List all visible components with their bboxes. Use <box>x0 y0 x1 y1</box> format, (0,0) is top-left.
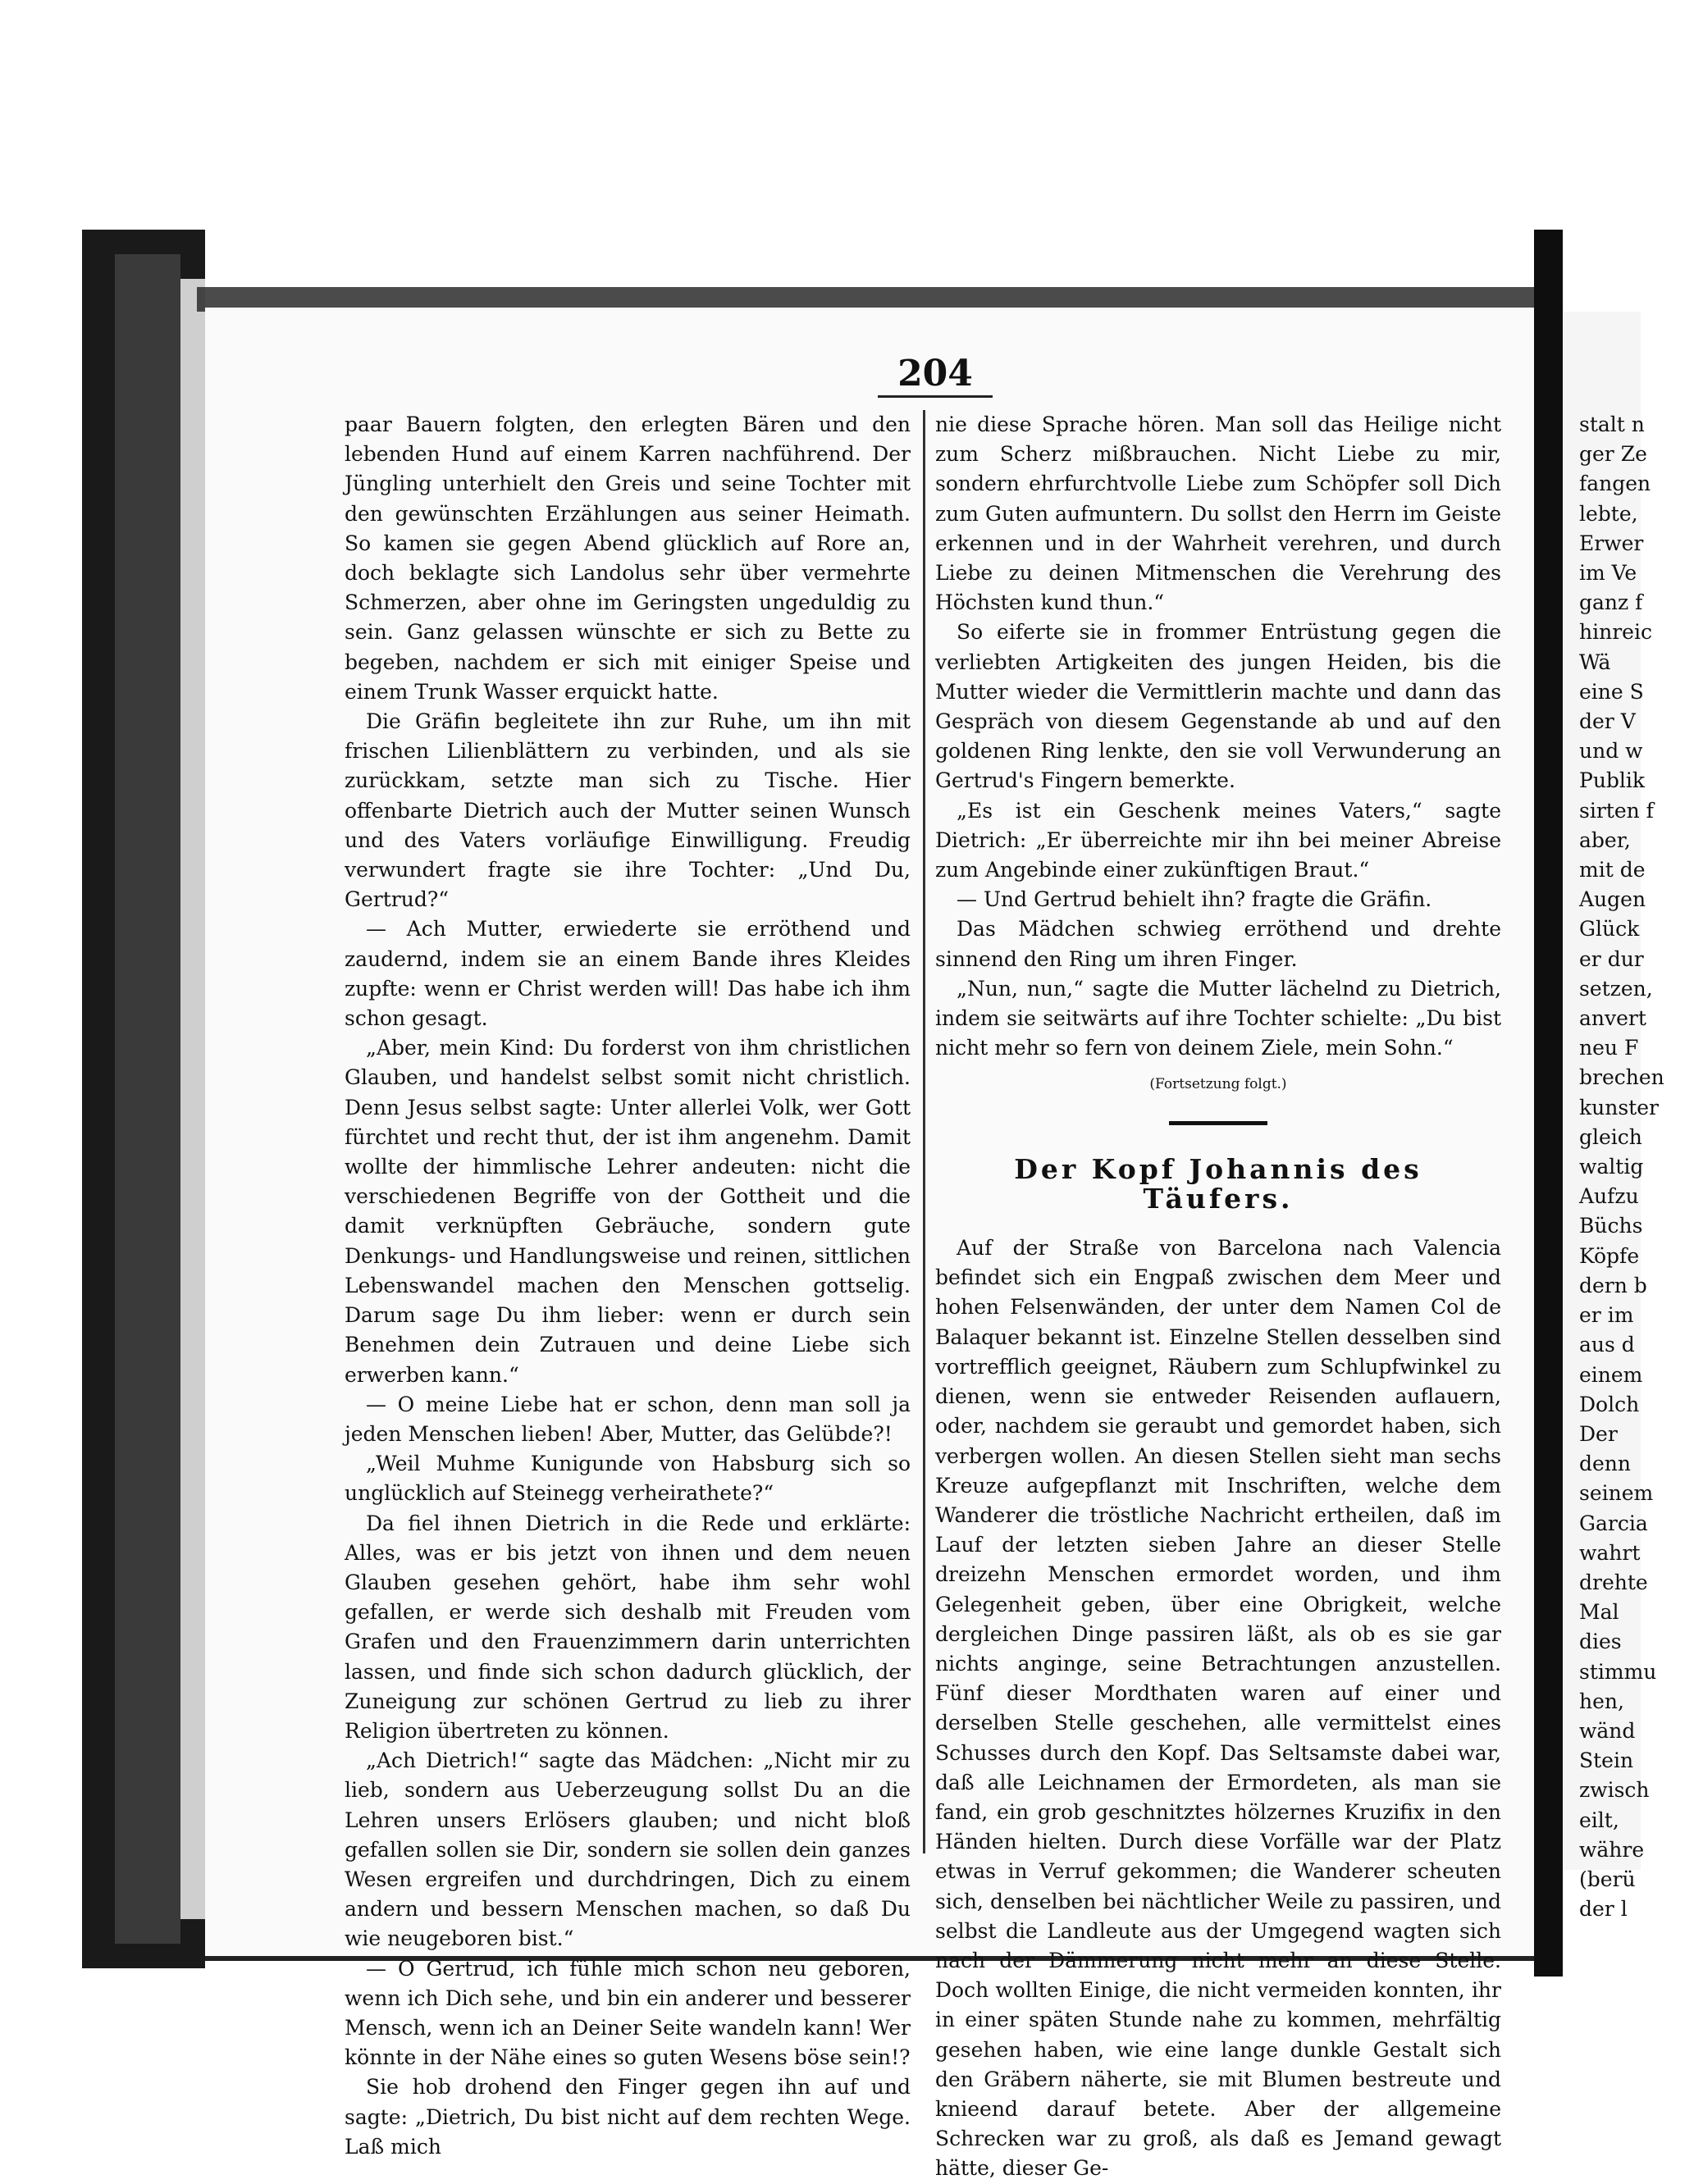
next-page-line: neu F <box>1579 1036 1639 1060</box>
page-number: 204 <box>897 353 973 394</box>
book-edge-shadow <box>115 254 180 1944</box>
book-gutter <box>1534 230 1563 1977</box>
article-paragraph: Auf der Straße von Barcelona nach Valencia befindet sich ein Engpaß zwischen dem Meer und hohen Felsenwänden, der unter dem Namen Col de Balaquer bekannt ist. Einzelne Stellen desselben sind vortrefflich geeignet, Räubern zum Schlupfwinkel zu dienen, wenn sie entweder Reisenden auflauern, oder, nachdem sie geraubt und gemordet haben, sich verbergen wollen. An diesen Stellen sieht man sechs Kreuze aufgepflanzt mit Inschriften, welche dem Wanderer die tröstliche Nachricht ertheilen, daß im Lauf der letzten sieben Jahre an dieser Stelle dreizehn Menschen ermordet worden, und ihm Gelegenheit geben, über eine Obrigkeit, welche dergleichen Dinge passiren läßt, als ob es sie gar nichts anginge, seine Betrachtungen anzustellen. Fünf dieser Mordthaten waren auf einer und derselben Stelle geschehen, alle vermittelst eines Schusses durch den Kopf. Das Seltsamste dabei war, daß alle Leichnamen der Ermordeten, als man sie fand, ein grob geschnitztes hölzernes Kruzifix in den Händen hielten. Durch diese Vorfälle war der Platz etwas in Verruf gekommen; die Wanderer scheuten sich, denselben bei nächtlicher Weile zu passiren, und selbst die Landleute aus der Umgegend wagten sich nach der Dämmerung nicht mehr an diese Stelle. Doch wollten Einige, die nicht vermeiden konnten, ihr in einer späten Stunde nahe zu kommen, mehrfältig gesehen haben, wie eine lange dunkle Gestalt sich den Gräbern näherte, sie mit Blumen bestreute und knieend darauf betete. Aber der allgemeine Schrecken war zu groß, als daß es Jemand gewagt hätte, dieser Ge- <box>935 1236 1501 2181</box>
paragraph: Da fiel ihnen Dietrich in die Rede und erklärte: Alles, was er bis jetzt von ihnen und dem neuen Glauben gesehen gehört, habe ihm sehr wohl gefallen, er werde sich deshalb mit Freuden vom Grafen und den Frauenzimmern darin unterrichten lassen, und finde sich schon dadurch glücklich, der Zuneigung zur schönen Gertrud zu lieb zu ihrer Religion übertreten zu können. <box>345 1511 911 1743</box>
next-page-line: und w <box>1579 739 1643 764</box>
next-page-text <box>1579 410 1694 1924</box>
next-page-line: Büchs <box>1579 1214 1643 1238</box>
next-page-line: er dur <box>1579 946 1644 971</box>
next-page-line: seinem <box>1579 1481 1654 1506</box>
next-page-line: gleich <box>1579 1124 1642 1149</box>
paragraph: „Nun, nun,“ sagte die Mutter lächelnd zu Dietrich, indem sie seitwärts auf ihre Tochter schielte: „Du bist nicht mehr so fern von deinem Ziele, mein Sohn.“ <box>935 976 1501 1060</box>
next-page-line: hinreic <box>1579 620 1652 645</box>
paragraph: Das Mädchen schwieg erröthend und drehte sinnend den Ring um ihren Finger. <box>935 917 1501 971</box>
next-page-line: hen, <box>1579 1689 1624 1713</box>
paragraph: — Ach Mutter, erwiederte sie erröthend und zaudernd, indem sie an einem Bande ihres Kleides zupfte: wenn er Christ werden will! Das habe ich ihm schon gesagt. <box>345 917 911 1031</box>
paragraph: Die Gräfin begleitete ihn zur Ruhe, um ihn mit frischen Lilienblättern zu verbinden, und als sie zurückkam, setzte man sich zu Tische. Hier offenbarte Dietrich auch der Mutter seinen Wunsch und des Vaters vorläufige Einwilligung. Freudig verwundert fragte sie ihre Tochter: „Und Du, Gertrud?“ <box>345 709 911 912</box>
next-page-line: wänd <box>1579 1718 1636 1743</box>
next-page-line: der V <box>1579 709 1636 734</box>
next-page-line: Mal <box>1579 1600 1619 1625</box>
next-page-line: Wä <box>1579 650 1611 674</box>
next-page-edge <box>1563 312 1664 1922</box>
next-page-line: setzen, <box>1579 976 1653 1001</box>
next-page-line: im Ve <box>1579 561 1637 586</box>
paragraph: „Aber, mein Kind: Du forderst von ihm christlichen Glauben, und handelst selbst somit nicht christlich. Denn Jesus selbst sagte: Unter allerlei Volk, wer Gott fürchtet und recht thut, der ist ihm angenehm. Damit wollte der himmlische Lehrer andeuten: nicht die verschiedenen Begriffe von der Gottheit und die damit verknüpften Gebräuche, sondern gute Denkungs- und Handlungsweise und reinen, sittlichen Lebenswandel machen den Menschen gottselig. Darum sage Du ihm lieber: wenn er durch sein Benehmen dein Zutrauen und deine Liebe sich erwerben kann.“ <box>345 1036 911 1387</box>
right-column-paragraphs <box>935 410 1501 1063</box>
paragraph: So eiferte sie in frommer Entrüstung gegen die verliebten Artigkeiten des jungen Heiden, bis die Mutter wieder die Vermittlerin machte und dann das Gespräch von diesem Gegenstande ab und auf den goldenen Ring lenkte, den sie voll Verwunderung an Gertrud's Fingern bemerkte. <box>935 620 1501 793</box>
paragraph: „Weil Muhme Kunigunde von Habsburg sich so unglücklich auf Steinegg verheirathete?“ <box>345 1452 911 1506</box>
paragraph: „Es ist ein Geschenk meines Vaters,“ sagte Dietrich: „Er überreichte mir ihn bei meiner Abreise zum Angebinde einer zukünftigen Braut.“ <box>935 798 1501 882</box>
next-page-line: zwisch <box>1579 1778 1650 1803</box>
next-page-line: Glück <box>1579 917 1640 942</box>
next-page-line: Erwer <box>1579 531 1644 555</box>
page-number-rule <box>878 395 993 398</box>
next-page-line: Der <box>1579 1421 1618 1446</box>
next-page-line: stalt n <box>1579 413 1645 436</box>
paragraph: Sie hob drohend den Finger gegen ihn auf und sagte: „Dietrich, Du bist nicht auf dem rechten Wege. Laß mich <box>345 2075 911 2159</box>
next-page-line: Dolch <box>1579 1392 1640 1416</box>
column-divider <box>923 410 925 1853</box>
next-page-line: anvert <box>1579 1006 1646 1031</box>
next-page-line: Aufzu <box>1579 1184 1639 1209</box>
next-page-line: Publik <box>1579 768 1646 793</box>
next-page-line: sirten f <box>1579 798 1654 823</box>
paragraph: — Und Gertrud behielt ihn? fragte die Gräfin. <box>957 887 1432 912</box>
next-page-line: eine S <box>1579 679 1644 704</box>
next-page-line: der l <box>1579 1897 1628 1922</box>
next-page-line: stimmu <box>1579 1659 1657 1684</box>
next-page-line: denn <box>1579 1452 1632 1476</box>
section-separator <box>1169 1121 1267 1125</box>
book-page-stack <box>180 279 205 1919</box>
next-page-line: (berü <box>1579 1867 1636 1891</box>
next-page-line: ganz f <box>1579 590 1643 615</box>
next-page-line: lebte, <box>1579 501 1638 526</box>
continuation-note: (Fortsetzung folgt.) <box>1149 1076 1287 1093</box>
next-page-line: dies <box>1579 1630 1622 1654</box>
article-title: Der Kopf Johannis des Täufers. <box>1014 1152 1422 1215</box>
paragraph: nie diese Sprache hören. Man soll das Heilige nicht zum Scherz mißbrauchen. Nicht Liebe zu mir, sondern ehrfurchtvolle Liebe zum Schöpfer soll Dich zum Guten aufmuntern. Du sollst den Herrn im Geiste erkennen und in der Wahrheit verehren, und durch Liebe zu deinen Mitmenschen die Verehrung des Höchsten kund thun.“ <box>935 413 1501 615</box>
next-page-line: drehte <box>1579 1570 1648 1594</box>
next-page-line: wahrt <box>1579 1540 1641 1565</box>
book-edge-left <box>82 230 205 1968</box>
next-page-line: Köpfe <box>1579 1243 1640 1268</box>
next-page-line: mit de <box>1579 858 1646 882</box>
next-page-line: aus d <box>1579 1333 1635 1357</box>
next-page-line: Augen <box>1579 887 1646 912</box>
next-page-line: Garcia <box>1579 1511 1648 1535</box>
next-page-line: einem <box>1579 1362 1643 1387</box>
next-page-line: aber, <box>1579 828 1631 852</box>
next-page-line: ger Ze <box>1579 442 1647 467</box>
next-page-line: waltig <box>1579 1155 1644 1179</box>
paragraph: — O meine Liebe hat er schon, denn man soll ja jeden Menschen lieben! Aber, Mutter, das Gelübde?! <box>345 1392 911 1446</box>
right-column <box>935 410 1501 2184</box>
paragraph: paar Bauern folgten, den erlegten Bären und den lebenden Hund auf einem Karren nachführend. Der Jüngling unterhielt den Greis und seine Tochter mit den gewünschten Erzählungen aus seiner Heimath. So kamen sie gegen Abend glücklich auf Rore an, doch beklagte sich Landolus sehr über vermehrte Schmerzen, aber ohne im Geringsten ungeduldig zu sein. Ganz gelassen wünschte er sich zu Bette zu begeben, nachdem er sich mit einiger Speise und einem Trunk Wasser erquickt hatte. <box>345 413 911 704</box>
next-page-line: er im <box>1579 1303 1634 1328</box>
left-column-paragraphs <box>345 410 911 2162</box>
next-page-line: dern b <box>1579 1273 1647 1297</box>
next-page-line: fangen <box>1579 472 1651 496</box>
next-page-line: Stein <box>1579 1749 1634 1773</box>
next-page-line: eilt, <box>1579 1808 1619 1832</box>
paragraph: „Ach Dietrich!“ sagte das Mädchen: „Nicht mir zu lieb, sondern aus Ueberzeugung sollst Du an die Lehren unsers Erlösers glauben; und nicht bloß gefallen sollen sie Dir, sondern sie sollen dein ganzes Wesen ergreifen und durchdringen, Dich zu einem andern und bessern Menschen machen, so daß Du wie neugeboren bist.“ <box>345 1749 911 1951</box>
next-page-line: währe <box>1579 1837 1645 1862</box>
paragraph: — O Gertrud, ich fühle mich schon neu geboren, wenn ich Dich sehe, und bin ein anderer und besserer Mensch, wenn ich an Deiner Seite wandeln kann! Wer könnte in der Nähe eines so guten Wesens böse sein!? <box>345 1956 911 2070</box>
left-column <box>345 410 911 2162</box>
next-page-line: brechen <box>1579 1065 1664 1090</box>
next-page-line: kunster <box>1579 1095 1659 1119</box>
